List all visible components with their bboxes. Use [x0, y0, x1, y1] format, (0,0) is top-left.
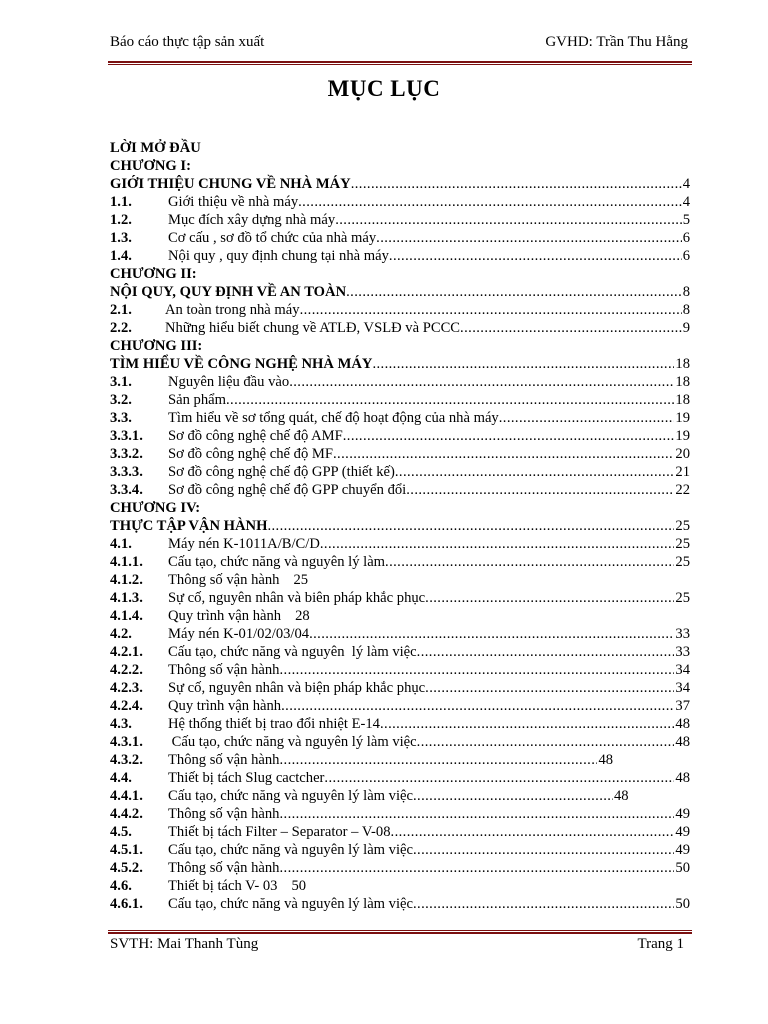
toc-dot-leader — [279, 751, 597, 769]
toc-dot-leader — [333, 445, 674, 463]
toc-entry-text: CHƯƠNG I: — [110, 158, 191, 174]
toc-entry-text: Thông số vận hành — [168, 806, 280, 822]
toc-entry[interactable] — [110, 895, 690, 913]
toc-entry-text: Thiết bị tách Filter – Separator – V-08 — [168, 824, 391, 840]
toc-dot-leader — [335, 211, 682, 229]
toc-page-number: 4 — [682, 176, 690, 192]
toc-page-number: 48 — [675, 716, 690, 732]
toc-page-number: 48 — [613, 788, 629, 804]
toc-entry[interactable] — [110, 877, 690, 895]
toc-entry-number: 4.2.3. — [110, 680, 143, 696]
toc-entry[interactable] — [110, 391, 690, 409]
toc-heading[interactable] — [110, 157, 690, 175]
toc-heading[interactable] — [110, 337, 690, 355]
toc-page-number: 50 — [675, 860, 690, 876]
toc-page-number: 25 — [675, 554, 690, 570]
toc-entry-text: Thông số vận hành — [168, 662, 280, 678]
toc-entry-number: 4.4.1. — [110, 788, 143, 804]
toc-entry[interactable] — [110, 805, 690, 823]
toc-entry-number: 1.3. — [110, 230, 132, 246]
toc-entry[interactable] — [110, 373, 690, 391]
toc-entry-text: Cấu tạo, chức năng và nguyên lý làm việc — [168, 896, 413, 912]
toc-dot-leader — [376, 229, 682, 247]
toc-entry-text: Sản phẩm — [168, 392, 226, 408]
toc-entry-text: Sơ đồ công nghệ chế độ MF — [168, 446, 333, 462]
toc-page-number: 18 — [675, 356, 690, 372]
toc-entry-text: An toàn trong nhà máy — [165, 302, 300, 318]
toc-page-number: 9 — [682, 320, 690, 336]
toc-entry-text: Nguyên liệu đầu vào — [168, 374, 290, 390]
toc-entry-text: CHƯƠNG III: — [110, 338, 203, 354]
toc-entry[interactable] — [110, 553, 690, 571]
toc-page-number: 5 — [682, 212, 690, 228]
toc-page-number: 48 — [598, 752, 614, 768]
toc-entry-text: Sự cố, nguyên nhân và biện pháp khắc phục — [168, 680, 426, 696]
toc-page-number: 22 — [675, 482, 690, 498]
toc-entry[interactable] — [110, 535, 690, 553]
toc-dot-leader — [425, 589, 674, 607]
toc-page-number: 48 — [675, 734, 690, 750]
toc-entry-text: Quy trình vận hành — [168, 608, 282, 624]
toc-page-number: 50 — [291, 878, 307, 894]
toc-entry-number: 4.4. — [110, 770, 132, 786]
toc-heading[interactable] — [110, 139, 690, 157]
toc-entry-number: 4.5.2. — [110, 860, 143, 876]
toc-page-number: 8 — [682, 284, 690, 300]
toc-entry[interactable] — [110, 859, 690, 877]
toc-entry[interactable] — [110, 787, 690, 805]
toc-dot-leader — [413, 787, 613, 805]
toc-page-number: 8 — [682, 302, 690, 318]
toc-dot-leader — [324, 769, 674, 787]
toc-entry-text: LỜI MỞ ĐẦU — [110, 140, 201, 156]
header-rule — [108, 61, 692, 65]
page-title: MỤC LỤC — [327, 76, 441, 101]
toc-page-number: 25 — [675, 590, 690, 606]
toc-dot-leader — [279, 805, 674, 823]
toc-entry[interactable] — [110, 193, 690, 211]
toc-heading[interactable] — [110, 175, 690, 193]
toc-entry-number: 4.3. — [110, 716, 132, 732]
footer-student: SVTH: Mai Thanh Tùng — [110, 936, 259, 952]
toc-entry[interactable] — [110, 301, 690, 319]
toc-entry-text: Thông số vận hành — [168, 572, 280, 588]
toc-page-number: 28 — [295, 608, 310, 624]
toc-dot-leader — [391, 823, 675, 841]
toc-entry[interactable] — [110, 733, 690, 751]
toc-dot-leader — [413, 841, 674, 859]
toc-entry[interactable] — [110, 823, 690, 841]
toc-entry-text: Thông số vận hành — [168, 752, 280, 768]
toc-entry[interactable] — [110, 409, 690, 427]
toc-dot-leader — [460, 319, 682, 337]
toc-heading[interactable] — [110, 355, 690, 373]
toc-dot-leader — [300, 301, 682, 319]
toc-entry[interactable] — [110, 589, 690, 607]
toc-dot-leader — [346, 283, 682, 301]
toc-entry[interactable] — [110, 625, 690, 643]
toc-entry-number: 4.1. — [110, 536, 132, 552]
toc-dot-leader — [281, 697, 674, 715]
toc-entry-number: 4.2.4. — [110, 698, 143, 714]
toc-heading[interactable] — [110, 499, 690, 517]
footer-page-number: Trang 1 — [637, 936, 684, 952]
toc-page-number: 48 — [675, 770, 690, 786]
toc-dot-leader — [413, 895, 674, 913]
toc-page-number: 18 — [675, 392, 690, 408]
toc-dot-leader — [417, 733, 675, 751]
toc-entry[interactable] — [110, 769, 690, 787]
toc-entry-number: 4.1.3. — [110, 590, 143, 606]
toc-entry-number: 4.6.1. — [110, 896, 143, 912]
toc-entry-text: Thông số vận hành — [168, 860, 280, 876]
toc-dot-leader — [425, 679, 674, 697]
toc-entry-number: 4.5.1. — [110, 842, 143, 858]
toc-entry[interactable] — [110, 445, 690, 463]
toc-entry[interactable] — [110, 463, 690, 481]
toc-entry-text: Sơ đồ công nghệ chế độ AMF — [168, 428, 343, 444]
toc-page-number: 50 — [675, 896, 690, 912]
toc-entry-number: 4.1.4. — [110, 608, 143, 624]
toc-entry-text: Máy nén K-01/02/03/04 — [168, 626, 310, 642]
table-of-contents — [110, 139, 690, 913]
toc-entry-text: Cấu tạo, chức năng và nguyên lý làm việc — [168, 734, 417, 750]
toc-heading[interactable] — [110, 283, 690, 301]
toc-entry-text: Thiết bị tách Slug cactcher — [168, 770, 325, 786]
toc-entry-number: 4.2.1. — [110, 644, 143, 660]
toc-entry-number: 3.3.1. — [110, 428, 143, 444]
toc-entry-text: Thiết bị tách V- 03 — [168, 878, 278, 894]
toc-dot-leader — [320, 535, 675, 553]
toc-entry[interactable] — [110, 607, 690, 625]
toc-dot-leader — [395, 463, 675, 481]
toc-page-number: 49 — [675, 806, 690, 822]
page-header — [110, 34, 688, 56]
toc-entry-text: GIỚI THIỆU CHUNG VỀ NHÀ MÁY — [110, 176, 351, 192]
toc-page-number: 33 — [675, 626, 690, 642]
toc-entry-number: 4.5. — [110, 824, 132, 840]
toc-entry-number: 3.3.3. — [110, 464, 143, 480]
toc-entry-text: CHƯƠNG IV: — [110, 500, 201, 516]
toc-entry[interactable] — [110, 661, 690, 679]
toc-entry-number: 3.3. — [110, 410, 132, 426]
toc-entry[interactable] — [110, 481, 690, 499]
toc-page-number: 37 — [675, 698, 690, 714]
toc-page-number: 19 — [675, 428, 690, 444]
toc-dot-leader — [298, 193, 682, 211]
toc-page-number: 19 — [675, 410, 690, 426]
toc-entry-text: Cơ cấu , sơ đồ tổ chức của nhà máy — [168, 230, 377, 246]
toc-dot-leader — [289, 373, 674, 391]
toc-entry[interactable] — [110, 679, 690, 697]
toc-entry[interactable] — [110, 427, 690, 445]
toc-entry-number: 2.2. — [110, 320, 132, 336]
toc-entry-number: 4.6. — [110, 878, 132, 894]
toc-dot-leader — [389, 247, 682, 265]
toc-entry-text: Những hiểu biết chung về ATLĐ, VSLĐ và PCCC — [165, 320, 461, 336]
toc-entry-text: Sơ đồ công nghệ chế độ GPP chuyển đổi — [168, 482, 407, 498]
toc-page-number: 20 — [675, 446, 690, 462]
toc-page-number: 6 — [682, 230, 690, 246]
toc-entry-number: 4.1.2. — [110, 572, 143, 588]
toc-entry-number: 2.1. — [110, 302, 132, 318]
toc-entry[interactable] — [110, 211, 690, 229]
toc-entry[interactable] — [110, 841, 690, 859]
toc-page-number: 25 — [293, 572, 309, 588]
toc-entry[interactable] — [110, 715, 690, 733]
toc-page-number: 25 — [675, 536, 690, 552]
toc-entry[interactable] — [110, 571, 690, 589]
toc-entry-text: Mục đích xây dựng nhà máy — [168, 212, 336, 228]
toc-page-number: 25 — [675, 518, 690, 534]
toc-dot-leader — [372, 355, 674, 373]
toc-dot-leader — [267, 517, 674, 535]
toc-entry[interactable] — [110, 229, 690, 247]
toc-dot-leader — [499, 409, 675, 427]
toc-entry-text: Nội quy , quy định chung tại nhà máy — [168, 248, 389, 264]
toc-entry-text: THỰC TẬP VẬN HÀNH — [110, 518, 268, 534]
toc-entry[interactable] — [110, 697, 690, 715]
toc-entry-number: 3.3.4. — [110, 482, 143, 498]
toc-page-number: 21 — [675, 464, 690, 480]
toc-entry-number: 4.4.2. — [110, 806, 143, 822]
toc-page-number: 34 — [675, 662, 690, 678]
toc-page-number: 49 — [675, 824, 690, 840]
toc-entry-text: Giới thiệu về nhà máy — [168, 194, 299, 210]
toc-entry-text: TÌM HIỂU VỀ CÔNG NGHỆ NHÀ MÁY — [110, 356, 373, 372]
toc-page-number: 33 — [675, 644, 690, 660]
toc-entry-number: 1.2. — [110, 212, 132, 228]
toc-heading[interactable] — [110, 517, 690, 535]
toc-dot-leader — [343, 427, 675, 445]
header-advisor: GVHD: Trần Thu Hằng — [545, 34, 688, 50]
toc-dot-leader — [385, 553, 674, 571]
toc-entry[interactable] — [110, 751, 690, 769]
toc-dot-leader — [380, 715, 674, 733]
toc-entry-text: NỘI QUY, QUY ĐỊNH VỀ AN TOÀN — [110, 284, 347, 300]
toc-entry[interactable] — [110, 319, 690, 337]
toc-entry-number: 4.2. — [110, 626, 132, 642]
toc-entry[interactable] — [110, 247, 690, 265]
toc-entry-number: 4.3.1. — [110, 734, 143, 750]
toc-dot-leader — [351, 175, 682, 193]
toc-page-number: 34 — [675, 680, 690, 696]
toc-entry-text: Cấu tạo, chức năng và nguyên lý làm việc — [168, 842, 413, 858]
toc-entry-number: 1.4. — [110, 248, 132, 264]
toc-page-number: 18 — [675, 374, 690, 390]
toc-entry-number: 3.3.2. — [110, 446, 143, 462]
toc-dot-leader — [279, 859, 674, 877]
toc-heading[interactable] — [110, 265, 690, 283]
toc-page-number: 49 — [675, 842, 690, 858]
footer-rule — [108, 930, 692, 934]
toc-entry-number: 4.1.1. — [110, 554, 143, 570]
toc-page-number: 6 — [682, 248, 690, 264]
toc-entry-text: Cấu tạo, chức năng và nguyên lý làm việc — [168, 788, 413, 804]
toc-dot-leader — [406, 481, 674, 499]
toc-entry-number: 3.2. — [110, 392, 132, 408]
toc-entry-text: Cấu tạo, chức năng và nguyên lý làm việc — [168, 644, 417, 660]
toc-entry-text: Sự cố, nguyên nhân và biên pháp khắc phục — [168, 590, 426, 606]
toc-entry-number: 4.2.2. — [110, 662, 143, 678]
header-report-title: Báo cáo thực tập sản xuất — [110, 34, 265, 50]
toc-entry[interactable] — [110, 643, 690, 661]
toc-page-number: 4 — [682, 194, 690, 210]
toc-dot-leader — [226, 391, 674, 409]
toc-entry-text: Tìm hiểu về sơ tổng quát, chế độ hoạt động của nhà máy — [168, 410, 499, 426]
toc-entry-text: Sơ đồ công nghệ chế độ GPP (thiết kế) — [168, 464, 395, 480]
toc-entry-text: CHƯƠNG II: — [110, 266, 197, 282]
toc-entry-text: Máy nén K-1011A/B/C/D — [168, 536, 320, 552]
toc-entry-text: Cấu tạo, chức năng và nguyên lý làm — [168, 554, 386, 570]
toc-dot-leader — [279, 661, 674, 679]
toc-dot-leader — [417, 643, 675, 661]
toc-entry-text: Quy trình vận hành — [168, 698, 282, 714]
toc-dot-leader — [309, 625, 674, 643]
toc-entry-number: 1.1. — [110, 194, 132, 210]
toc-entry-text: Hệ thống thiết bị trao đổi nhiệt E-14 — [168, 716, 380, 732]
toc-entry-number: 4.3.2. — [110, 752, 143, 768]
page-footer — [110, 936, 684, 958]
toc-entry-number: 3.1. — [110, 374, 132, 390]
